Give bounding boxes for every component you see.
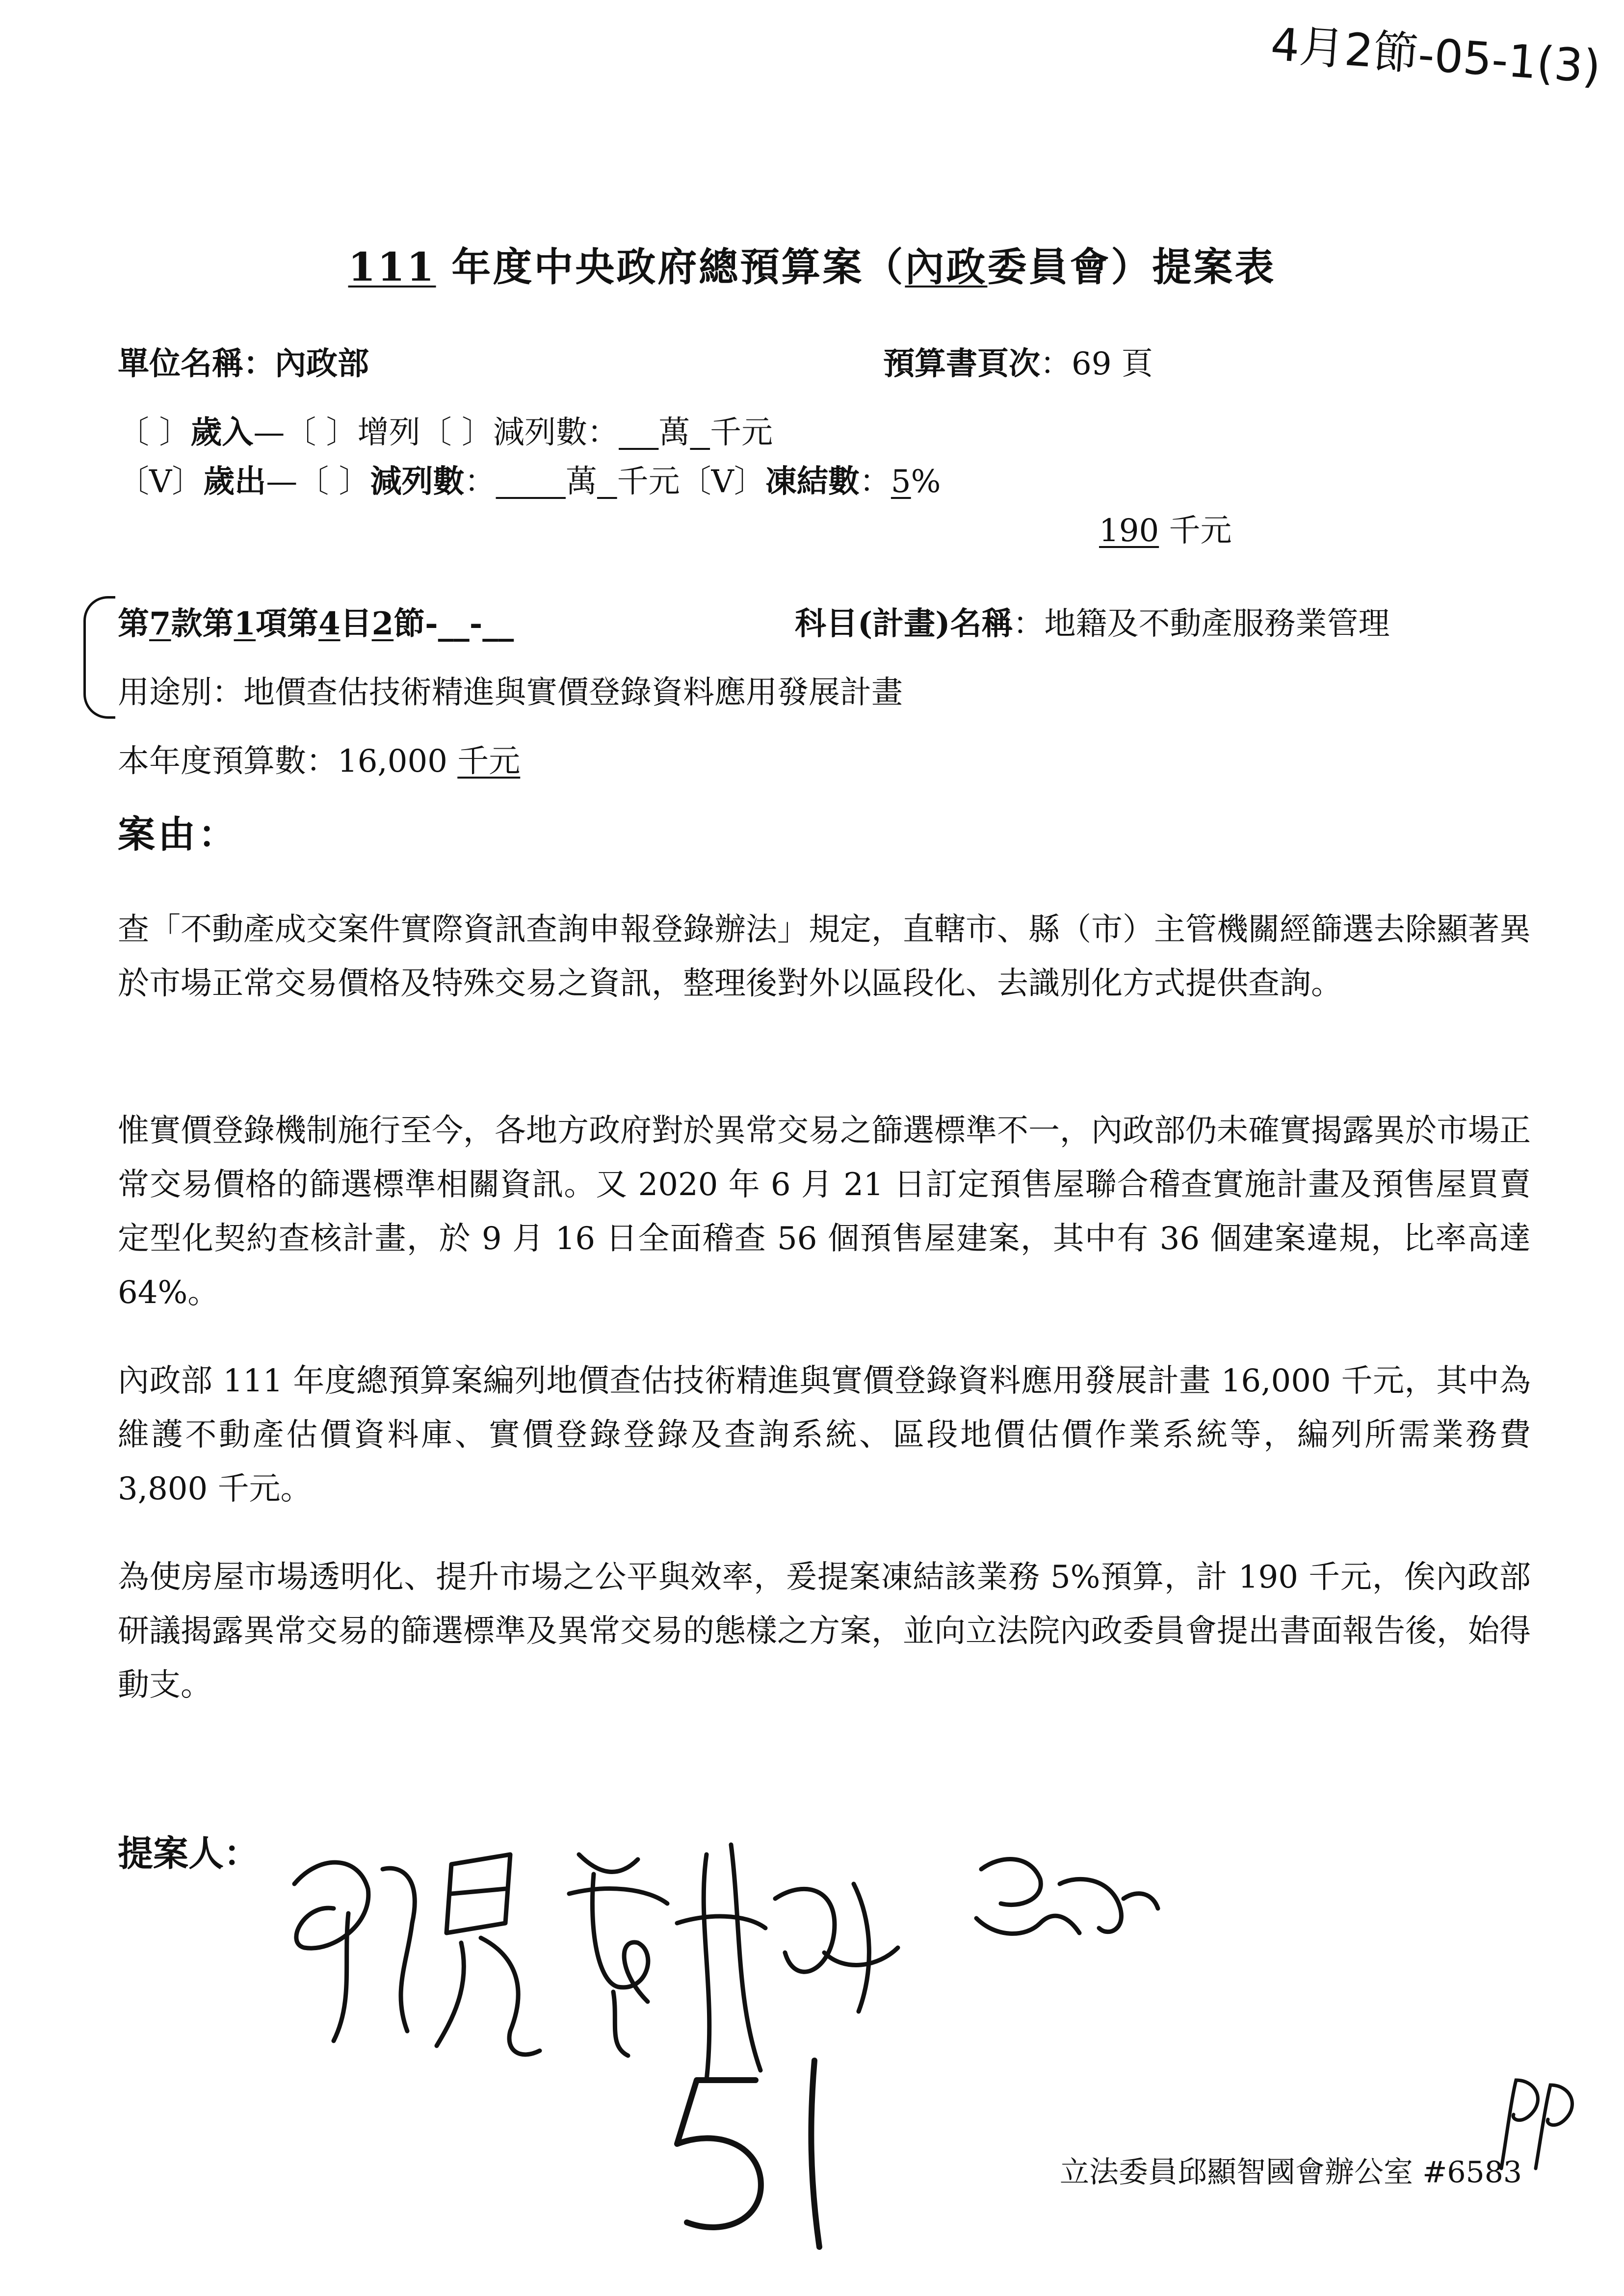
budget-item-code xyxy=(118,599,514,644)
item-text-5: 節- xyxy=(393,605,438,642)
freeze-amount-unit: 千元 xyxy=(1159,513,1232,549)
title-part-2: 委員會）提案表 xyxy=(987,244,1276,290)
cut-label: 減列數 xyxy=(370,463,465,500)
item-mu: 4 xyxy=(318,605,341,642)
reason-paragraph: 查「不動產成交案件實際資訊查詢申報登錄辦法」規定，直轄市、縣（市）主管機關經篩選去除顯著異於市場正常交易價格及特殊交易之資訊，整理後對外以區段化、去識別化方式提供查詢。 xyxy=(118,912,1531,1002)
budget-page-ref xyxy=(883,339,1153,384)
proposer-label: 提案人： xyxy=(118,1832,260,1874)
freeze-percent-sign: % xyxy=(911,464,941,500)
item-text-2: 款第 xyxy=(171,605,234,642)
revenue-label: 歲入 xyxy=(190,414,254,451)
revenue-qian: 千元 xyxy=(710,415,773,451)
document-title xyxy=(0,235,1624,292)
signature-4 xyxy=(677,1845,898,2080)
cut-qian-blank xyxy=(597,464,617,500)
revenue-wan-blank xyxy=(619,415,658,451)
expense-box: 〔V〕 xyxy=(118,464,204,500)
subject-label: 科目(計畫)名稱 xyxy=(795,605,1013,642)
page-ref-value: ：69 頁 xyxy=(1040,346,1153,382)
annual-budget xyxy=(118,736,520,781)
freeze-colon: ： xyxy=(859,464,891,500)
item-kuan: 7 xyxy=(149,605,171,642)
reason-paragraph: 惟實價登錄機制施行至今，各地方政府對於異常交易之篩選標準不一，內政部仍未確實揭露異於市場正常交易價格的篩選標準相關資訊。又 2020 年 6 月 21 日訂定預售屋聯合稽查實施計畫及預售屋買賣定型化契約查核計畫，於 9 月 16 日全面稽查 56 個預售屋建案，其中有 36 個建案違規，比率高達 64%。 xyxy=(118,1113,1531,1311)
cut-colon: ： xyxy=(464,464,496,500)
signature-5 xyxy=(976,1859,1158,1934)
signature-2 xyxy=(437,1854,540,2055)
left-bracket xyxy=(83,596,115,719)
unit-name xyxy=(118,339,369,384)
item-xiang: 1 xyxy=(234,605,256,642)
page-ref-label: 預算書頁次 xyxy=(883,345,1040,382)
reason-heading: 案由： xyxy=(118,812,238,856)
purpose: 用途別：地價查估技術精進與實價登錄資料應用發展計畫 xyxy=(118,675,903,711)
subject-value: ：地籍及不動產服務業管理 xyxy=(1013,606,1390,642)
budget-unit: 千元 xyxy=(457,743,521,780)
expense-option: —〔 〕 xyxy=(266,464,370,500)
revenue-box: 〔 〕 xyxy=(118,415,191,451)
handwritten-initials xyxy=(1492,2070,1590,2178)
freeze-amount-value: 190 xyxy=(1099,513,1159,549)
item-blank: __-__ xyxy=(438,605,514,642)
item-text-3: 項第 xyxy=(256,605,319,642)
revenue-options: —〔 〕增列〔 〕減列數： xyxy=(253,415,619,451)
cut-qian: 千元〔V〕 xyxy=(617,464,765,500)
reason-paragraph: 內政部 111 年度總預算案編列地價查估技術精進與實價登錄資料應用發展計畫 16,000 千元，其中為維護不動產估價資料庫、實價登錄登錄及查詢系統、區段地價估價作業系統等，編列所需業務費 3,800 千元。 xyxy=(118,1363,1531,1507)
budget-label: 本年度預算數：16,000 xyxy=(118,743,458,780)
item-jie: 2 xyxy=(371,605,394,642)
item-text-1: 第 xyxy=(118,605,149,642)
reason-paragraph: 為使房屋市場透明化、提升市場之公平與效率，爰提案凍結該業務 5%預算，計 190 千元，俟內政部研議揭露異常交易的篩選標準及異常交易的態樣之方案，並向立法院內政委員會提出書面報告後，始得動支。 xyxy=(118,1559,1531,1703)
item-text-4: 目 xyxy=(340,605,372,642)
title-year: 111 xyxy=(348,244,436,290)
revenue-wan: 萬 xyxy=(658,415,690,451)
handwritten-signatures xyxy=(275,1825,1256,2267)
office-stamp: 立法委員邱顯智國會辦公室 #6583 xyxy=(1060,2155,1522,2190)
handwritten-file-note: 4月2節-05-1(3) xyxy=(1269,18,1602,94)
expense-line xyxy=(118,456,941,501)
signature-1 xyxy=(294,1862,415,2041)
freeze-amount xyxy=(1099,505,1232,550)
subject-name xyxy=(795,599,1390,644)
cut-wan: 萬 xyxy=(565,464,597,500)
freeze-percent-value: 5 xyxy=(891,464,911,500)
title-part-1: 年度中央政府總預算案（ xyxy=(436,244,905,290)
freeze-label: 凍結數 xyxy=(765,463,860,500)
unit-value: 內政部 xyxy=(275,345,369,382)
unit-label: 單位名稱： xyxy=(118,345,275,382)
revenue-line xyxy=(118,407,773,452)
revenue-qian-blank xyxy=(690,415,710,451)
number-51 xyxy=(677,2061,819,2247)
cut-wan-blank xyxy=(496,464,566,500)
signature-3 xyxy=(569,1854,667,2056)
expense-label: 歲出 xyxy=(203,463,266,500)
title-committee: 內政 xyxy=(905,244,988,290)
